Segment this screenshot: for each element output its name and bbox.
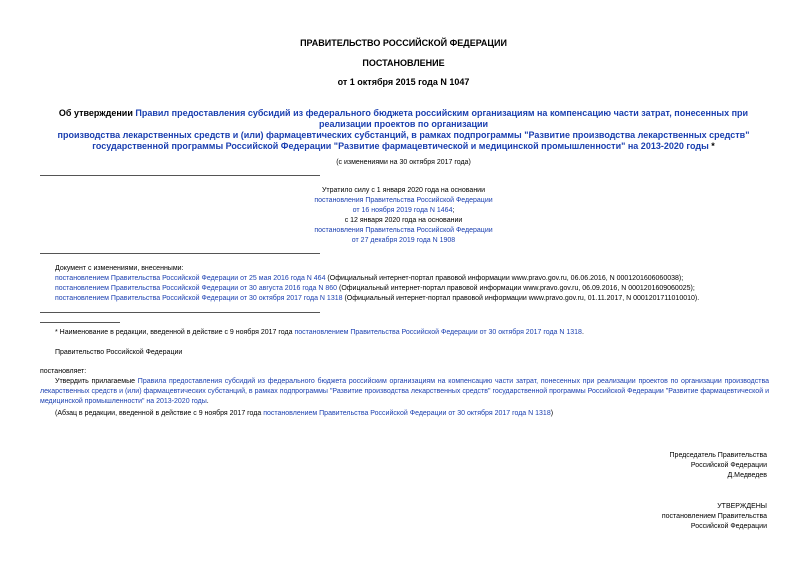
change-item <box>55 284 775 294</box>
change-text-2: (Официальный интернет-портал правовой информации www.pravo.gov.ru, 06.09.2016, N 0001201609060025); <box>337 285 695 292</box>
paragraph-note-link[interactable]: постановлением Правительства Российской Федерации от 30 октября 2017 года N 1318 <box>263 410 551 417</box>
changes-intro: Документ с изменениями, внесенными: <box>55 265 184 272</box>
divider-2 <box>40 253 320 254</box>
signature-country: Российской Федерации <box>690 462 767 469</box>
government-line: Правительство Российской Федерации <box>55 349 183 356</box>
change-item <box>55 274 775 284</box>
approve-prefix: Утвердить прилагаемые <box>55 378 138 385</box>
approve-paragraph <box>40 377 769 407</box>
title-prefix: Об утверждении <box>58 108 136 118</box>
changes-block <box>55 264 775 304</box>
change-link-3[interactable]: постановлением Правительства Российской Федерации от 30 октября 2017 года N 1318 <box>55 295 343 302</box>
signature-title: Председатель Правительства <box>669 452 767 459</box>
signature-name: Д.Медведев <box>727 472 767 479</box>
title-asterisk: * <box>708 141 715 151</box>
expired-block <box>0 186 807 246</box>
approved-block <box>662 502 767 532</box>
title-link-1[interactable]: Правил предоставления субсидий из федерального бюджета российским организациям на компенсацию части затрат, понесенных при <box>135 108 749 118</box>
change-link-1[interactable]: постановлением Правительства Российской Федерации от 25 мая 2016 года N 464 <box>55 275 326 282</box>
document-type: ПОСТАНОВЛЕНИЕ <box>362 58 445 68</box>
approve-link[interactable]: Правила предоставления субсидий из федерального бюджета российским организациям на компенсацию части затрат, понесенных при реализации проектов по организации производства лекарственных средств и (или) фармацевтических субстанций, в рамках подпрограммы "Развитие производства лекарственных средств" государственной программы Российской Федерации "Развитие фармацевтической и медицинской промышленности" на 2013-2020 годы <box>40 378 769 405</box>
expired-line-1: Утратило силу с 1 января 2020 года на основании <box>321 187 486 194</box>
change-text-1: (Официальный интернет-портал правовой информации www.pravo.gov.ru, 06.06.2016, N 0001201606060038); <box>325 275 684 282</box>
paragraph-note-prefix: (Абзац в редакции, введенной в действие с 9 ноября 2017 года <box>55 410 264 417</box>
government-heading: ПРАВИТЕЛЬСТВО РОССИЙСКОЙ ФЕДЕРАЦИИ <box>300 38 507 48</box>
paragraph-note <box>55 409 775 419</box>
approved-heading: УТВЕРЖДЕНЫ <box>717 503 767 510</box>
footnote-divider <box>40 322 120 323</box>
divider-3 <box>40 312 320 313</box>
change-link-2[interactable]: постановлением Правительства Российской Федерации от 30 августа 2016 года N 860 <box>55 285 338 292</box>
approved-country: Российской Федерации <box>690 523 767 530</box>
divider-1 <box>40 175 320 176</box>
signature-block <box>670 451 767 481</box>
change-text-3: (Официальный интернет-портал правовой информации www.pravo.gov.ru, 01.11.2017, N 0001201711010010). <box>342 295 700 302</box>
expired-link-2[interactable]: от 16 ноября 2019 года N 1464 <box>352 207 453 214</box>
title-link-2[interactable]: реализации проектов по организации <box>318 119 489 129</box>
expired-link-4[interactable]: от 27 декабря 2019 года N 1908 <box>351 237 456 244</box>
document-date: от 1 октября 2015 года N 1047 <box>337 77 470 87</box>
title-link-3[interactable]: производства лекарственных средств и (или) фармацевтических субстанций, в рамках подпрограммы "Развитие производства лекарственных средств" <box>57 130 750 140</box>
footnote-link[interactable]: постановлением Правительства Российской Федерации от 30 октября 2017 года N 1318 <box>294 329 582 336</box>
expired-link-3[interactable]: постановления Правительства Российской Федерации <box>314 227 493 234</box>
footnote-text: * Наименование в редакции, введенной в действие с 9 ноября 2017 года <box>55 329 295 336</box>
amended-note: (с изменениями на 30 октября 2017 года) <box>336 159 471 166</box>
footnote-end: . <box>581 329 584 336</box>
expired-link-1[interactable]: постановления Правительства Российской Федерации <box>314 197 493 204</box>
document-title <box>20 108 787 152</box>
paragraph-note-end: ) <box>550 410 554 417</box>
approved-by: постановлением Правительства <box>661 513 767 520</box>
expired-semicolon: ; <box>452 207 455 214</box>
title-link-4[interactable]: государственной программы Российской Федерации "Развитие фармацевтической и медицинской промышленности" на 2013-2020 годы <box>92 141 709 151</box>
expired-line-4: с 12 января 2020 года на основании <box>344 217 463 224</box>
footnote <box>55 328 775 338</box>
decrees-line: постановляет: <box>40 368 87 375</box>
change-item <box>55 294 775 304</box>
approve-end: . <box>206 398 209 405</box>
